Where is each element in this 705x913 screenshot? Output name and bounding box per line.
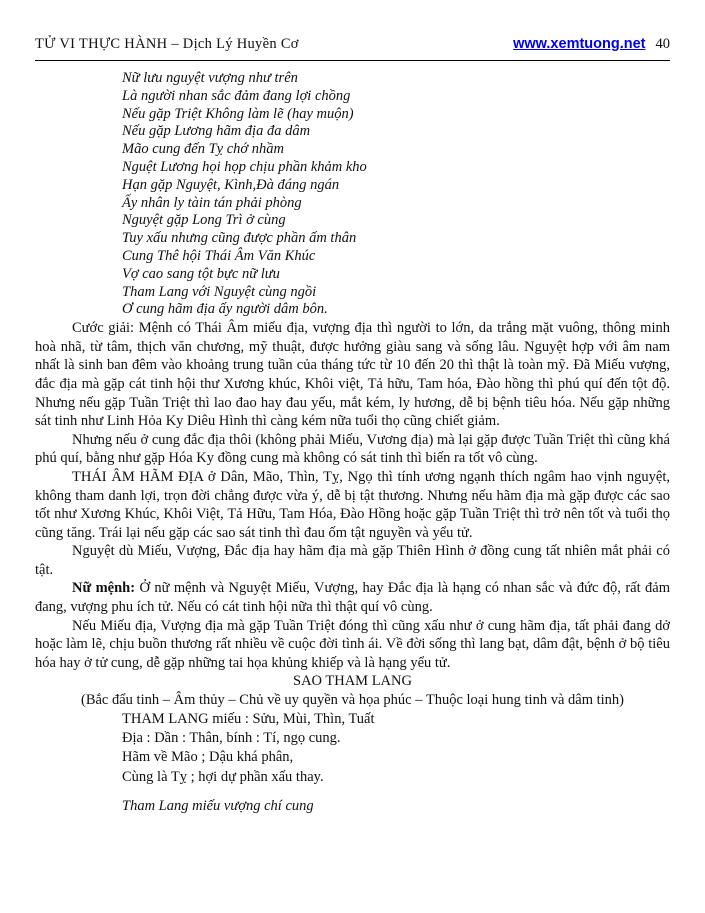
attribute-line: THAM LANG miếu : Sửu, Mùi, Thìn, Tuất	[122, 710, 375, 727]
document-title: TỬ VI THỰC HÀNH – Dịch Lý Huyền Cơ	[35, 36, 299, 52]
website-link[interactable]: www.xemtuong.net	[513, 36, 646, 52]
verse-line: Nữ lưu nguyệt vượng như trên	[122, 70, 298, 86]
paragraph-text: Ở nữ mệnh và Nguyệt Miếu, Vượng, hay Đắc địa là hạng có nhan sắc và đức độ, rất đảm đang, vượng phu ích tử. Nếu có cát tinh hội nữa thì thật quí vô cùng.	[35, 580, 670, 616]
closing-verse-line: Tham Lang miếu vượng chí cung	[122, 798, 314, 815]
body-paragraph: THÁI ÂM HÃM ĐỊA ở Dân, Mão, Thìn, Tỵ, Ngọ thì tính ương ngạnh thích ngâm hao vịnh nguyệt, không tham danh lợi, trọn đời chẳng được vừa ý, dễ bị tật thương. Nhưng nếu hãm địa mà gặp được các sao tốt như Xương Khúc, Khôi Việt, Tả Hữu, Tam Hóa, Đào Hồng hoặc gặp Tuần Triệt thì trở nên tốt và tuổi thọ cũng tăng. Trái lại nếu gặp các sao sát tinh thì đau ốm tật nguyền và yểu tử.	[35, 468, 670, 541]
body-paragraph: Nếu Miếu địa, Vượng địa mà gặp Tuần Triệt đóng thì cũng xấu như ở cung hãm địa, tất phải đang dở hoặc làm lẽ, chịu buồn thương rất nhiều về cuộc đời tình ái. Về đời sống thì lang bạt, dâm đật, bệnh ở bộ tiêu hóa hay ở tử cung, dễ gặp những tai họa khủng khiếp và là hạng yểu tử.	[35, 617, 670, 671]
verse-line: Mão cung đến Tỵ chớ nhầm	[122, 141, 284, 158]
verse-line: Ơ cung hãm địa ấy người dâm bôn.	[122, 301, 328, 318]
verse-line: Nguệt Lương họi họp chịu phần khảm kho	[122, 158, 367, 175]
verse-line: Tham Lang với Nguyệt cùng ngồi	[122, 283, 317, 300]
verse-line: Tuy xấu nhưng cũng được phần ấm thân	[122, 230, 357, 247]
verse-line: Nếu gặp Lương hãm địa đa dâm	[122, 123, 311, 140]
attribute-line: Địa : Dần : Thân, bính : Tí, ngọ cung.	[122, 730, 341, 747]
verse-line: Vợ cao sang tột bực nữ lưu	[122, 265, 280, 282]
body-paragraph: Cước giải: Mệnh có Thái Âm miếu địa, vượng địa thì người to lớn, da trắng mặt vuông, thông minh hoà nhã, từ tâm, thịch văn chương, mỹ thuật, được hưởng giàu sang và sống lâu. Nguyệt hợp với âm nam nhất là sinh ban đêm vào khoảng trung tuần của tháng tức từ 10 đến 20 thì thật là toàn mỹ. Đã Miếu vượng, đắc địa mà gặp cát tinh hội thư Xương khúc, Khôi việt, Tả hữu, Tam hóa, Đào hồng thì phú quí đến tột độ. Nhưng nếu gặp Tuần Triệt thì lao đao hay đau yếu, mắt kém, ly hương, dễ bị bệnh tiêu hóa. Nếu gặp những sát tinh như Linh Hỏa Ky Diêu Hình thì càng kém nữa tuổi thọ cũng chiết giảm.	[35, 320, 670, 430]
header-right	[513, 36, 670, 53]
attribute-line: Cùng là Tỵ ; hợi dự phần xấu thay.	[122, 768, 324, 785]
verse-line: Cung Thê hội Thái Âm Văn Khúc	[122, 247, 316, 264]
verse-line: Nguyệt gặp Long Trì ở cùng	[122, 212, 286, 229]
attribute-line: Hãm về Mão ; Dậu khá phân,	[122, 749, 294, 766]
verse-block	[122, 70, 670, 319]
page-header	[35, 36, 670, 53]
paragraph-lead: Nữ mệnh:	[72, 580, 136, 597]
verse-line: Hạn gặp Nguyệt, Kình,Đà đáng ngán	[122, 176, 340, 193]
verse-line: Là người nhan sắc đảm đang lợi chồng	[122, 87, 351, 104]
body-paragraph: Nguyệt dù Miếu, Vượng, Đắc địa hay hãm địa mà gặp Thiên Hình ở đồng cung tất nhiên mắt phải có tật.	[35, 543, 670, 578]
page-number: 40	[655, 36, 670, 52]
section-heading: SAO THAM LANG	[293, 673, 412, 690]
header-divider	[35, 60, 670, 61]
verse-line: Nếu gặp Triệt Không làm lẽ (hay muộn)	[122, 105, 354, 122]
verse-line: Ấy nhân ly tàin tán phải phòng	[122, 194, 302, 211]
attribute-list	[122, 710, 670, 788]
body-paragraph: Nhưng nếu ở cung đắc địa thôi (không phải Miếu, Vương địa) mà lại gặp được Tuần Triệt thì cũng khá phú quí, bằng như gặp Hóa Ky đồng cung mà không có sát tinh thì biến ra tốt vô cùng.	[35, 431, 670, 467]
body-text	[35, 319, 670, 672]
section-subtitle: (Bắc đẩu tinh – Âm thủy – Chủ về uy quyền và họa phúc – Thuộc loại hung tinh và dâm tinh)	[81, 692, 624, 709]
body-paragraph	[35, 579, 670, 616]
